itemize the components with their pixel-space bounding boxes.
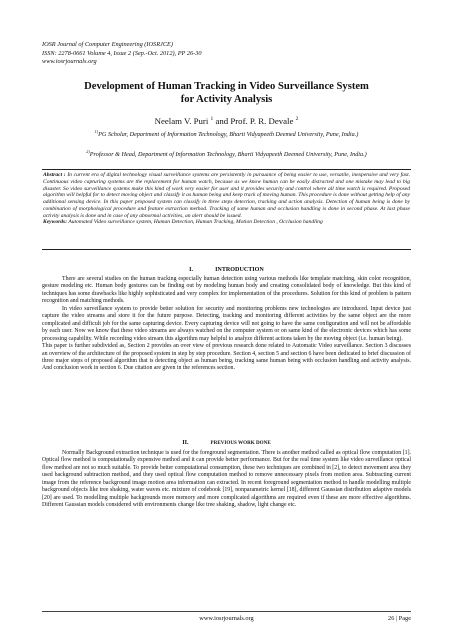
affiliation-1 <box>42 128 411 139</box>
section-2-number: II. <box>182 440 189 446</box>
footer-page-number: 26 | Page <box>388 615 411 622</box>
section-1-heading <box>42 267 411 273</box>
affiliation-1-marker: 1) <box>94 129 99 134</box>
paper-title <box>42 80 411 106</box>
affiliation-1-text: PG Scholar, Department of Information Technology, Bharti Vidyapeeth Deemed University, Pune, India.) <box>98 131 359 139</box>
footer-url[interactable]: www.iosrjournals.org <box>199 615 254 622</box>
section-2-heading <box>42 440 411 446</box>
affiliation-2-text: Professor & Head, Department of Information Technology, Bharti Vidyapeeth Deemed University, Pune, India.) <box>89 151 367 159</box>
keywords-text: Automated Video surveillance system, Human Detection, Human Tracking, Motion Detection , Occlusion handling <box>68 219 323 226</box>
section-1-paragraph-1: There are several studies on the human tracking especially human detection using various methods like template matching, skin color recognition, gesture modeling etc. Human body gestures can be finding out by modeling human body and creating consolidated body of knowledge. But this kind of techniques has some drawbacks like highly sophisticated and very complex for implementation of the procedures. Solution for this kind of problem is pattern recognition and matching methods. <box>42 276 411 305</box>
abstract-label: Abstract : <box>43 172 66 178</box>
paper-title-line2: for Activity Analysis <box>180 94 273 106</box>
section-1-paragraph-3: This paper is further subdivided as, Section 2 provides an over view of previous research done related to Automatic Video surveillance. Section 3 discusses an overview of the architecture of the proposed system in step by step procedure. Section 4, section 5 and section 6 have been dedicated to brief discussion of three major steps of proposed algorithm that is detecting object as human being, tracking same human being with occlusion handling and activity analysis. And conclusion work in section 6. Due citation are given in the references section. <box>42 343 411 372</box>
section-1-number: I. <box>189 267 194 273</box>
author-2: and Prof. P. R. Devale <box>213 115 294 126</box>
journal-site[interactable]: www.iosrjournals.org <box>42 58 97 66</box>
paper-title-line1: Development of Human Tracking in Video Surveillance System <box>84 81 369 92</box>
section-2-paragraph-1: Normally Background extraction technique is used for the foreground segmentation. There is another method called as optical flow computation [1]. Optical flow method is computationally expensive method and it can provide better performance. But for the real time system like video surveillance optical flow method are not so much suitable. To provide better computational consumption, these two techniques are combined in [2], to detect movement area they used background subtraction method, and they used optical flow computation method to remove unnecessary pixels from motion area. Subtracting current image from the reference background image motion area information can extracted. In recent foreground segmentation method to handle modelling multiple background objects like tree shaking, water waves etc. mixture of codebook [19], nonparametric kernel [18], different Gaussian distribution adaptive models [20] are used. To modelling multiple backgrounds more memory and more complicated algorithms are required even if these are more effective algorithms. Different Gaussian models considered with environments change like tree shaking, shadow, light change etc. <box>42 450 411 509</box>
journal-issn: ISSN: 2278-0661 Volume 4, Issue 2 (Sep.-Oct. 2012), PP 26-30 <box>42 49 202 57</box>
abstract <box>43 172 410 219</box>
abstract-box <box>42 169 411 250</box>
section-1-paragraph-2: In video surveillance system to provide better solution for security and monitoring problems new technologies are introduced. Input device just capture the video streams and store it for the future purpose. Detecting, tracking and monitoring different activities by the same object are the more complicated and difficult job for the same capturing device. Every capturing device will not going to have the same configuration and will not be affordable by each user. Now we know that these video streams are always watched on the computer system or on same kind of the electronic devices which has some processing capability. While recording video stream this algorithm may helpful to analyze different actions taken by the moving object (i.e. human being). <box>42 305 411 342</box>
author-line <box>42 114 411 127</box>
section-2-title: PREVIOUS WORK DONE <box>210 440 271 446</box>
keywords-label: Keywords: <box>43 219 68 226</box>
journal-header <box>42 41 202 67</box>
journal-name: IOSR Journal of Computer Engineering (IOSRJCE) <box>42 41 173 48</box>
section-1-body <box>42 276 411 373</box>
section-2-body <box>42 450 411 510</box>
author-1: Neelam V. Puri <box>154 115 209 126</box>
author-1-marker: 1 <box>210 116 214 122</box>
keywords <box>43 219 410 226</box>
author-2-marker: 2 <box>295 116 299 122</box>
section-1-title: INTRODUCTION <box>215 267 264 273</box>
affiliation-2-marker: 2) <box>86 149 90 154</box>
affiliation-2 <box>42 148 411 159</box>
footer-divider <box>42 611 411 612</box>
abstract-text: In current era of digital technology visual surveillance systems are persistently in pursuance of being easier to use, versatile, inexpensive and very fast. Continuous video capturing systems are the replacement for human watch, because as we know human can be easily distracted and one mistake may lead to big disaster. So video surveillance systems make this kind of work very easier for user and it provides security and control where all time watch is required. Proposed algorithm will helpful for to detect moving object and classify it as human being and keep track of moving human. This procedure is done without getting help of any additional sensing device. In this paper proposed system can classify in three steps detection, tracking and action analysis. Detection of human being is done by combination of morphological procedure and feature extraction method. Tracking of same human and occlusion handling is done in second phase. At last phase activity analysis is done and in case of any abnormal activities, an alert should be issued. <box>43 172 410 219</box>
